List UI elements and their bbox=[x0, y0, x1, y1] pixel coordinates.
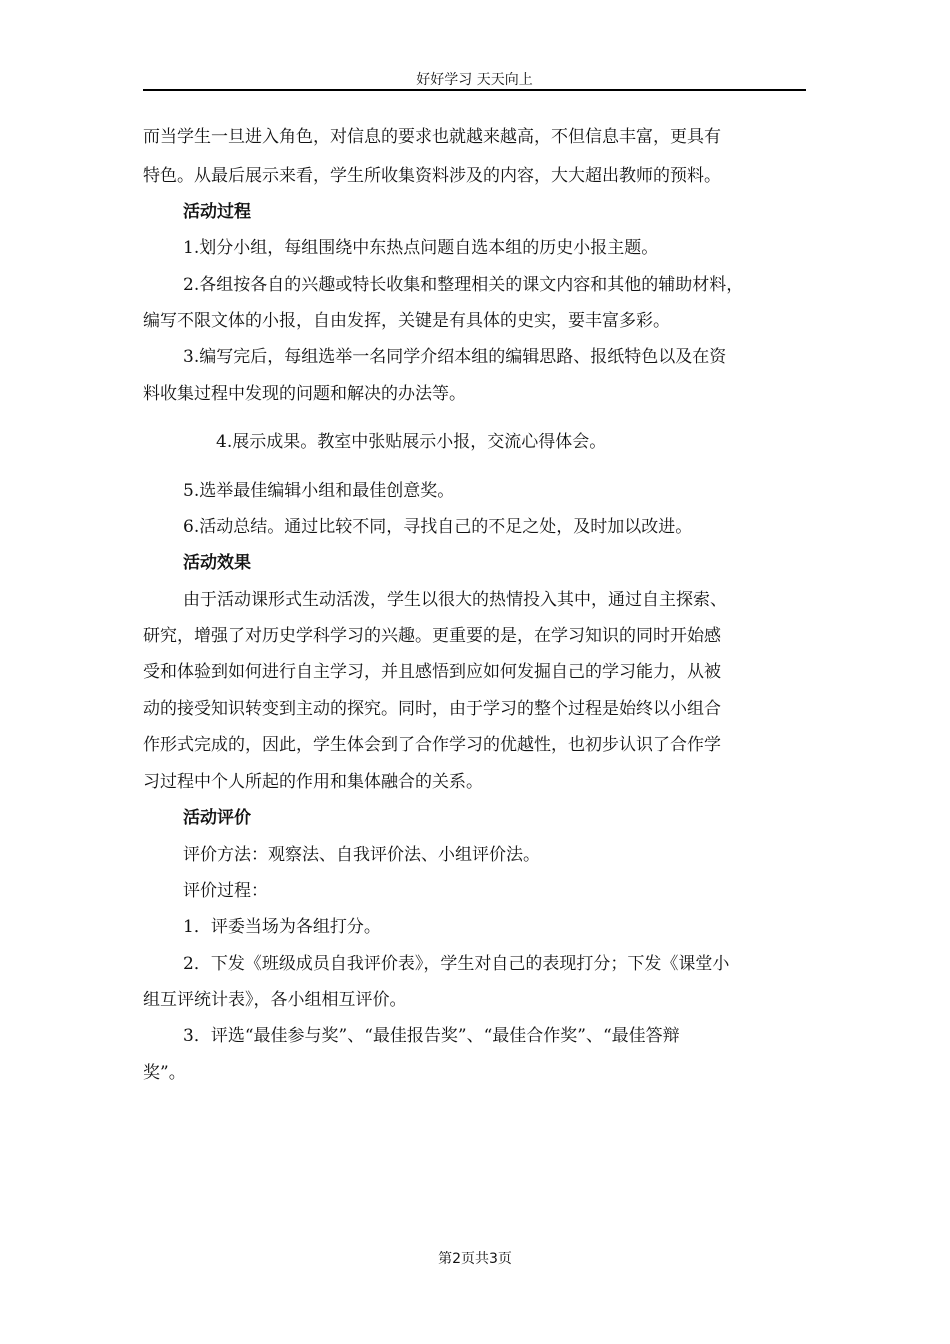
paragraph-line: 评价方法：观察法、自我评价法、小组评价法。 bbox=[183, 845, 540, 865]
step-item-continuation: 料收集过程中发现的问题和解决的办法等。 bbox=[143, 384, 466, 404]
paragraph-line: 作形式完成的，因此，学生体会到了合作学习的优越性，也初步认识了合作学 bbox=[143, 735, 721, 755]
header-divider bbox=[143, 89, 806, 91]
paragraph-line: 受和体验到如何进行自主学习，并且感悟到应如何发掘自己的学习能力，从被 bbox=[143, 662, 721, 682]
section-heading-process: 活动过程 bbox=[183, 202, 251, 222]
section-heading-effect: 活动效果 bbox=[183, 553, 251, 573]
paragraph-line: 习过程中个人所起的作用和集体融合的关系。 bbox=[143, 772, 483, 792]
page-header: 好好学习 天天向上 bbox=[416, 72, 533, 88]
evaluation-item: 3．评选“最佳参与奖”、“最佳报告奖”、“最佳合作奖”、“最佳答辩 bbox=[183, 1026, 680, 1046]
step-item: 2.各组按各自的兴趣或特长收集和整理相关的课文内容和其他的辅助材料， bbox=[183, 275, 744, 295]
paragraph-line: 由于活动课形式生动活泼，学生以很大的热情投入其中，通过自主探索、 bbox=[183, 590, 727, 610]
paragraph-line: 研究，增强了对历史学科学习的兴趣。更重要的是，在学习知识的同时开始感 bbox=[143, 626, 721, 646]
paragraph-line: 特色。从最后展示来看，学生所收集资料涉及的内容，大大超出教师的预料。 bbox=[143, 166, 721, 186]
step-item-continuation: 编写不限文体的小报，自由发挥，关键是有具体的史实，要丰富多彩。 bbox=[143, 311, 670, 331]
step-item: 1.划分小组，每组围绕中东热点问题自选本组的历史小报主题。 bbox=[183, 238, 659, 258]
page-number: 第2页共3页 bbox=[438, 1251, 512, 1267]
step-item: 5.选举最佳编辑小组和最佳创意奖。 bbox=[183, 481, 455, 501]
evaluation-item-continuation: 组互评统计表》，各小组相互评价。 bbox=[143, 990, 407, 1010]
step-item: 3.编写完后，每组选举一名同学介绍本组的编辑思路、报纸特色以及在资 bbox=[183, 347, 727, 367]
section-heading-evaluation: 活动评价 bbox=[183, 808, 251, 828]
evaluation-item: 1．评委当场为各组打分。 bbox=[183, 917, 381, 937]
step-item: 6.活动总结。通过比较不同，寻找自己的不足之处，及时加以改进。 bbox=[183, 517, 693, 537]
paragraph-line: 评价过程： bbox=[183, 881, 268, 901]
paragraph-line: 动的接受知识转变到主动的探究。同时，由于学习的整个过程是始终以小组合 bbox=[143, 699, 721, 719]
evaluation-item: 2．下发《班级成员自我评价表》，学生对自己的表现打分；下发《课堂小 bbox=[183, 954, 730, 974]
evaluation-item-continuation: 奖”。 bbox=[143, 1063, 186, 1083]
paragraph-line: 而当学生一旦进入角色，对信息的要求也就越来越高，不但信息丰富，更具有 bbox=[143, 127, 721, 147]
step-item: 4.展示成果。教室中张贴展示小报，交流心得体会。 bbox=[216, 432, 607, 452]
